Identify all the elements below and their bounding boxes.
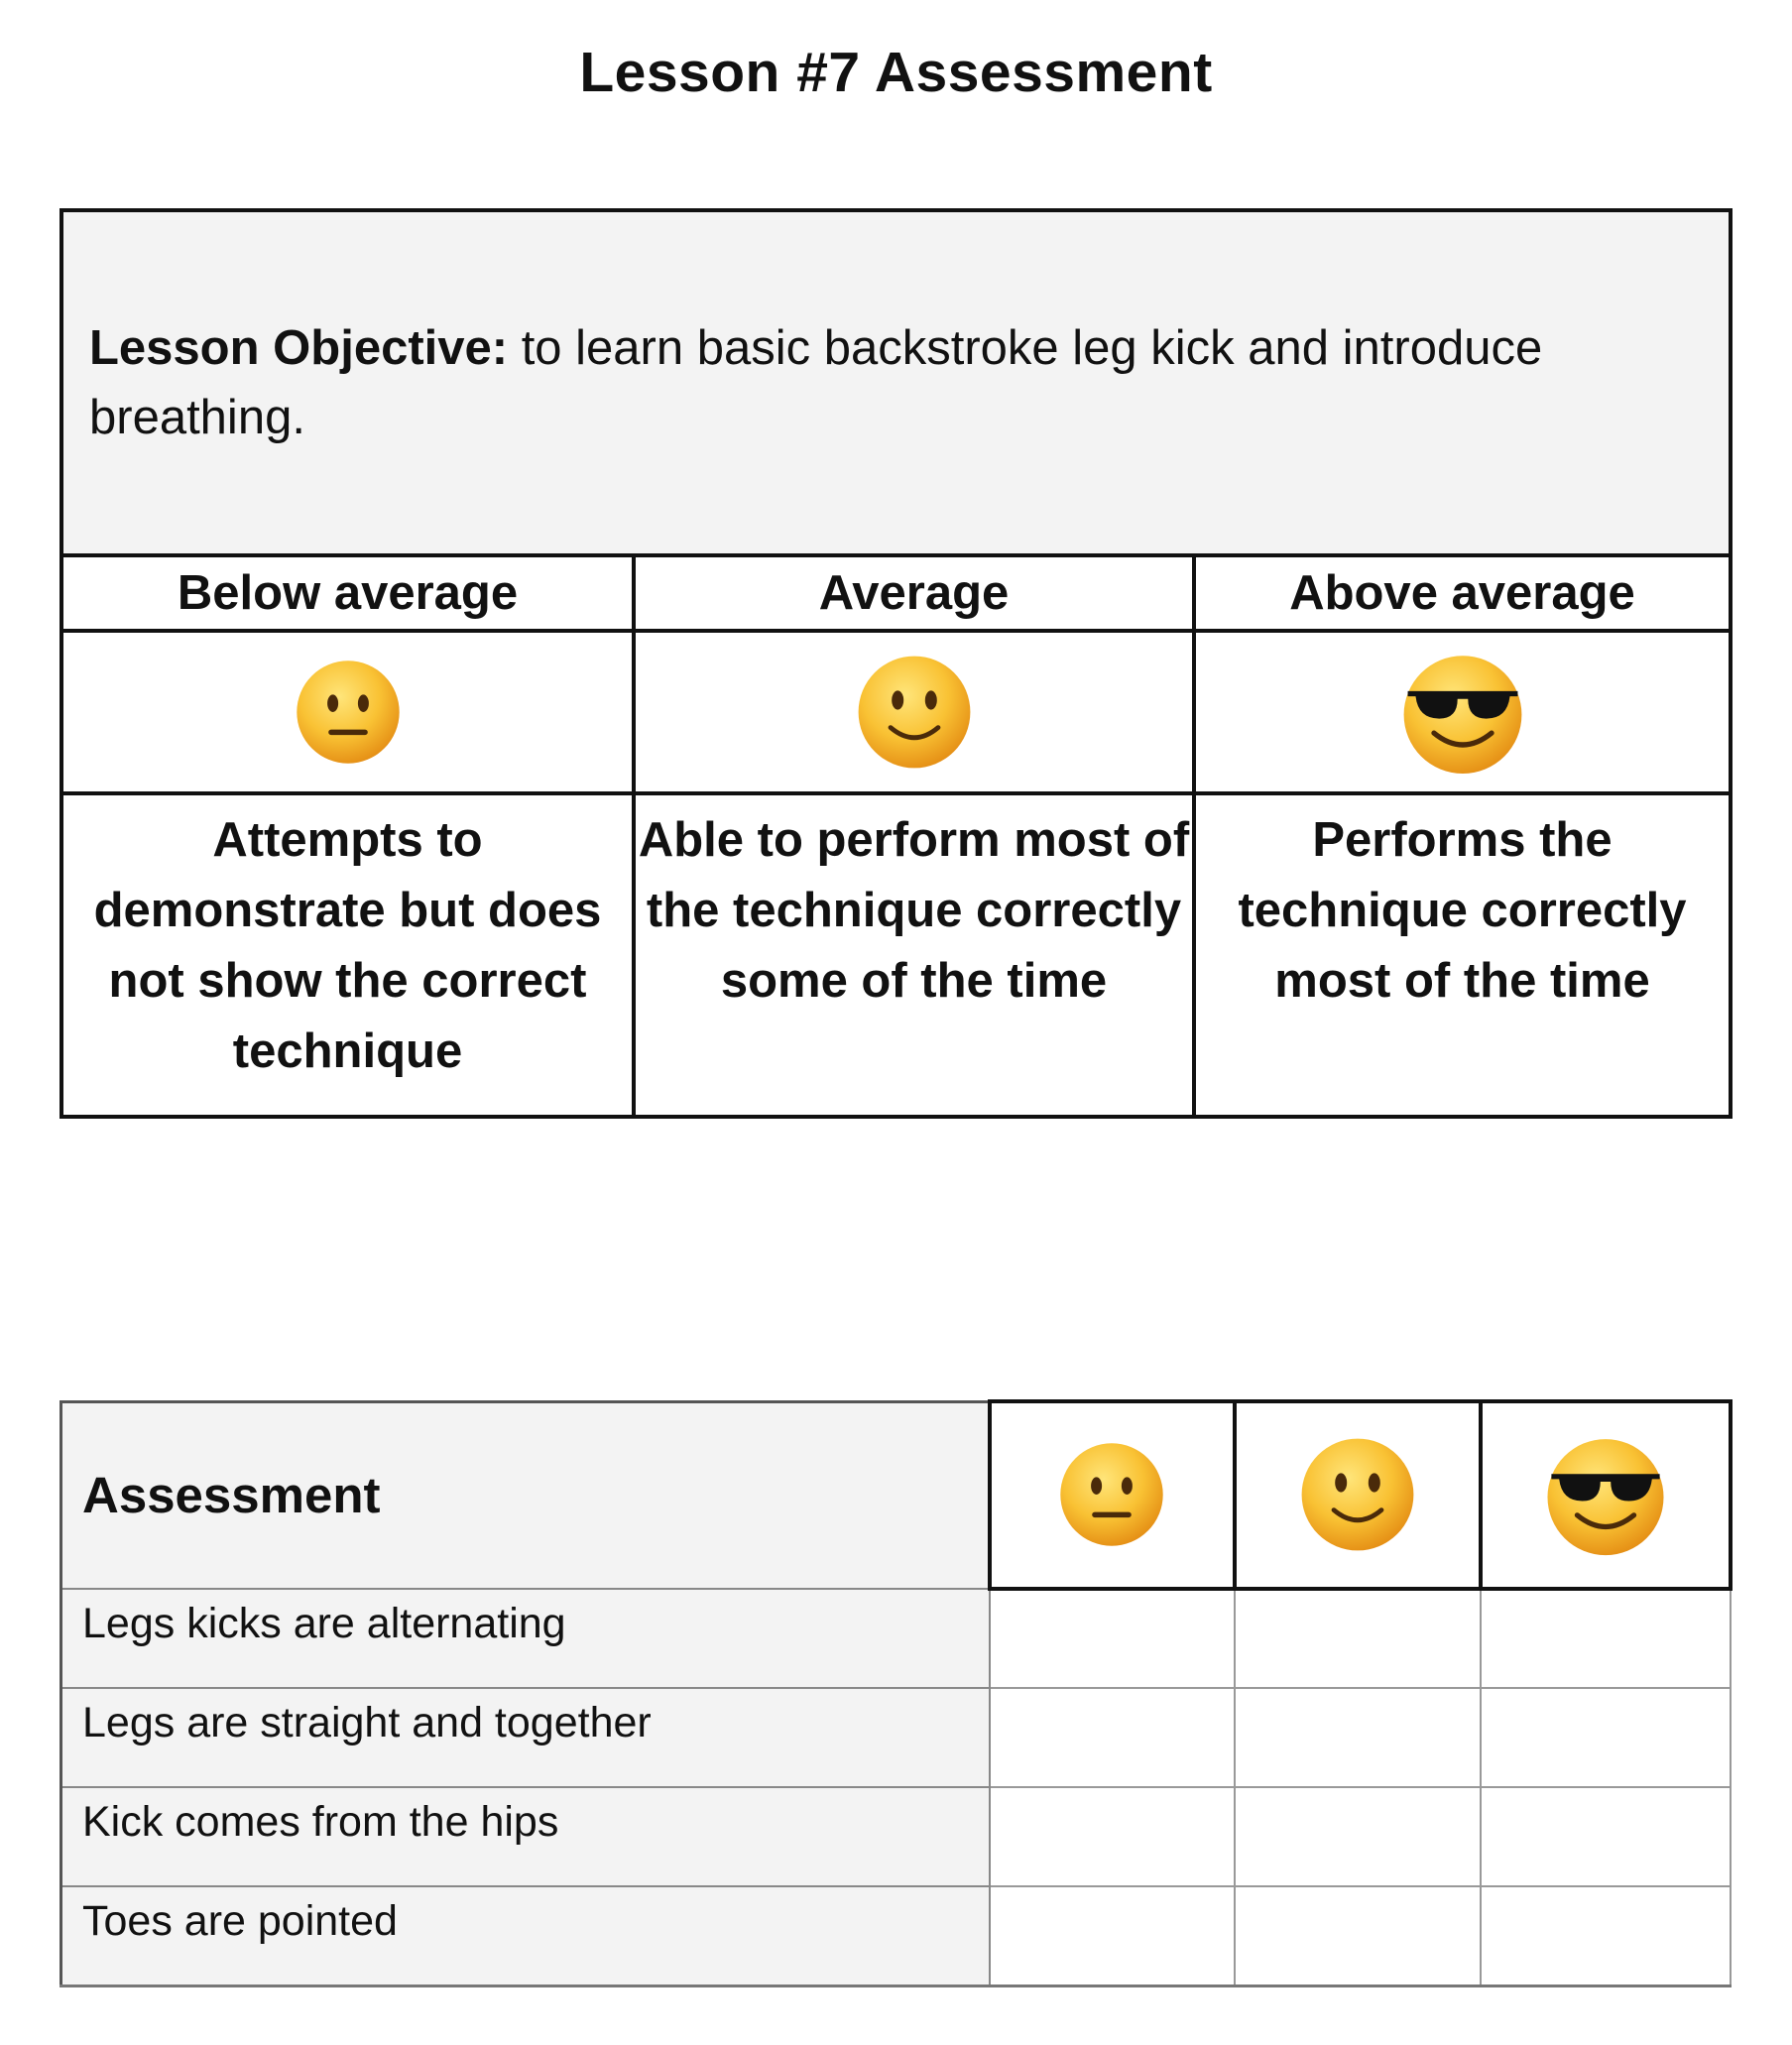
sunglasses-face-icon <box>1541 1430 1670 1559</box>
mark-cell-below-average[interactable] <box>990 1787 1235 1886</box>
mark-cell-average[interactable] <box>1235 1886 1481 1986</box>
mark-cell-above-average[interactable] <box>1481 1787 1731 1886</box>
table-row <box>61 1688 1731 1787</box>
mark-cell-above-average[interactable] <box>1481 1688 1731 1787</box>
criterion-label: Legs kicks are alternating <box>61 1589 990 1688</box>
neutral-face-icon <box>1057 1440 1166 1549</box>
mark-cell-average[interactable] <box>1235 1787 1481 1886</box>
mark-cell-below-average[interactable] <box>990 1886 1235 1986</box>
assessment-heading: Assessment <box>61 1401 990 1589</box>
lesson-objective <box>61 210 1731 555</box>
assessment-face-above-average <box>1481 1401 1731 1589</box>
mark-cell-average[interactable] <box>1235 1589 1481 1688</box>
criterion-label: Kick comes from the hips <box>61 1787 990 1886</box>
assessment-table <box>60 1399 1732 1987</box>
slightly-smiling-face-icon <box>1298 1435 1417 1554</box>
table-row <box>61 1886 1731 1986</box>
assessment-face-below-average <box>990 1401 1235 1589</box>
level-face-cell-average <box>634 631 1194 793</box>
mark-cell-below-average[interactable] <box>990 1589 1235 1688</box>
level-header-above-average: Above average <box>1194 555 1731 631</box>
slightly-smiling-face-icon <box>855 653 974 772</box>
lesson-objective-text: to learn basic backstroke leg kick and introduce breathing. <box>89 321 1543 444</box>
mark-cell-average[interactable] <box>1235 1688 1481 1787</box>
criterion-label: Legs are straight and together <box>61 1688 990 1787</box>
neutral-face-icon <box>294 658 403 767</box>
rubric-table <box>60 208 1732 1119</box>
mark-cell-below-average[interactable] <box>990 1688 1235 1787</box>
level-description-below-average: Attempts to demonstrate but does not show the correct technique <box>61 793 634 1117</box>
lesson-objective-label: Lesson Objective: <box>89 321 509 375</box>
criterion-label: Toes are pointed <box>61 1886 990 1986</box>
mark-cell-above-average[interactable] <box>1481 1886 1731 1986</box>
page-title: Lesson #7 Assessment <box>579 41 1213 104</box>
level-description-above-average: Performs the technique correctly most of the time <box>1194 793 1731 1117</box>
level-header-below-average: Below average <box>61 555 634 631</box>
level-face-cell-above-average <box>1194 631 1731 793</box>
level-face-cell-below-average <box>61 631 634 793</box>
level-description-average: Able to perform most of the technique correctly some of the time <box>634 793 1194 1117</box>
mark-cell-above-average[interactable] <box>1481 1589 1731 1688</box>
level-header-average: Average <box>634 555 1194 631</box>
sunglasses-face-icon <box>1397 647 1528 778</box>
table-row <box>61 1589 1731 1688</box>
table-row <box>61 1787 1731 1886</box>
assessment-face-average <box>1235 1401 1481 1589</box>
